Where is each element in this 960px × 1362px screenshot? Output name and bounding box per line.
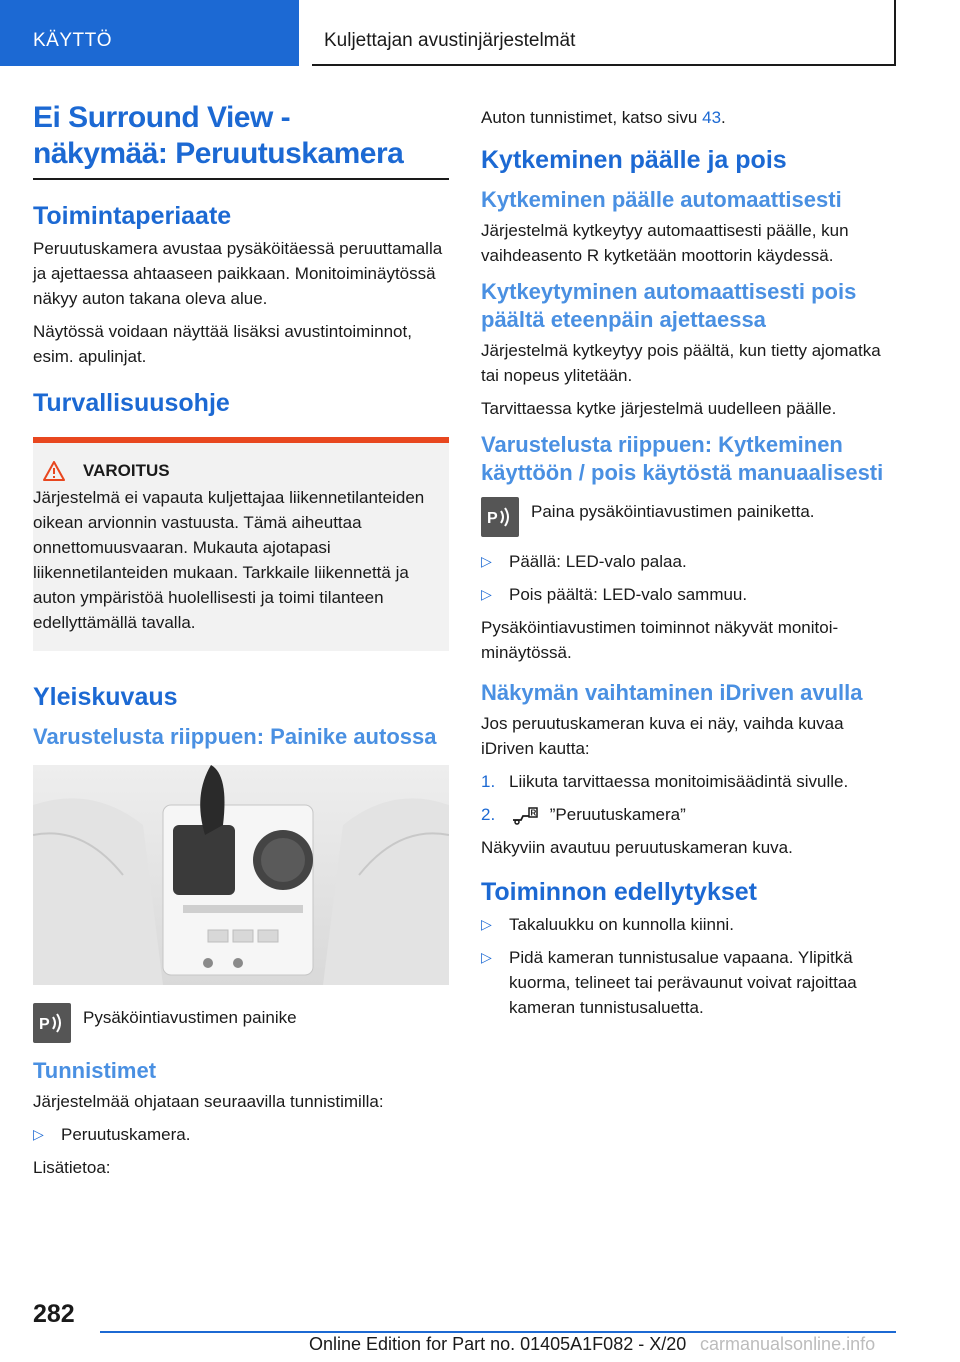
page-number: 282 — [33, 1300, 75, 1328]
sensors-heading: Tunnistimet — [33, 1058, 157, 1083]
warning-text: Järjestelmä ei vapauta kuljettajaa liikennetilanteiden oikean arvionnin vastuusta. Tämä aiheuttaa onnettomuusvaaran. Mukauta ajotapasi liikennetilanteiden mukaan. Tarkkaile liikennettä ja auton ympäristöä huolellisesti ja toimi tilanteen edellyttämällä tavalla. — [33, 488, 425, 632]
step-text: Liikuta tarvittaessa monitoimisäädintä sivulle. — [509, 772, 849, 791]
sensors-intro: Järjestelmää ohjataan seuraavilla tunnistimilla: — [33, 1092, 384, 1111]
equip-button-heading: Varustelusta riippuen: Painike autossa — [33, 724, 437, 749]
footer-edition: Online Edition for Part no. 01405A1F082 - X/20 — [309, 1334, 687, 1354]
manual-heading: Varustelusta riippuen: Kytkeminen käyttöön / pois käytöstä manuaalisesti — [481, 432, 884, 485]
auto-on-heading: Kytkeminen päälle automaattisesti — [481, 187, 842, 212]
list-item: ▷ Päällä: LED-valo palaa. — [481, 549, 901, 574]
idrive-after-text: Näkyviin avautuu peruutuskameran kuva. — [481, 838, 793, 857]
auto-off-text-2: Tarvittaessa kytke järjestelmä uudelleen päälle. — [481, 399, 837, 418]
sensors-reference-text: Auton tunnistimet, katso sivu — [481, 108, 703, 127]
header-chapter-label: Kuljettajan avustinjärjestelmät — [324, 30, 576, 51]
principle-heading: Toimintaperiaate — [33, 202, 232, 230]
manual-button-text: Paina pysäköintiavustimen painiketta. — [531, 502, 815, 521]
svg-text:P: P — [39, 1016, 50, 1033]
list-item: ▷ Takaluukku on kunnolla kiinni. — [481, 912, 901, 937]
rear-camera-icon — [511, 806, 539, 826]
principle-paragraph-2: Näytössä voidaan näyttää lisäksi avustintoiminnot, esim. apulinjat. — [33, 322, 412, 366]
overview-heading: Yleiskuvaus — [33, 683, 178, 711]
right-column — [481, 100, 901, 1028]
warning-label: VAROITUS — [83, 461, 170, 480]
parking-assistant-button-icon — [33, 1003, 71, 1043]
page-title — [33, 100, 449, 180]
parking-assistant-button-icon — [481, 497, 519, 537]
header-chapter — [312, 0, 896, 66]
auto-off-text-1: Järjestelmä kytkeytyy pois päältä, kun tietty ajomatka tai nopeus ylitetään. — [481, 341, 881, 385]
auto-off-heading: Kytkeytyminen automaattisesti pois päältä eteenpäin ajettaessa — [481, 279, 857, 332]
sensors-list — [33, 1122, 449, 1147]
svg-text:P: P — [487, 510, 498, 527]
list-item: ▷ Peruutuskamera. — [33, 1122, 449, 1147]
watermark: carmanualsonline.info — [700, 1334, 876, 1354]
step-text: ”Peruutuskamera” — [549, 805, 686, 824]
step-number: 2. — [481, 805, 496, 824]
sensors-reference — [481, 105, 901, 130]
button-caption: Pysäköintiavustimen painike — [83, 1008, 297, 1027]
idrive-intro: Jos peruutuskameran kuva ei näy, vaihda kuvaa iDriven kautta: — [481, 714, 844, 758]
list-item: ▷ Pois päältä: LED-valo sammuu. — [481, 582, 901, 607]
left-column — [33, 100, 449, 1188]
more-info-label: Lisätietoa: — [33, 1158, 111, 1177]
header-section-label: KÄYTTÖ — [33, 30, 113, 51]
button-caption-row — [33, 1003, 449, 1043]
warning-box — [33, 437, 449, 651]
page-title-line1: Ei Surround View - — [33, 101, 291, 134]
page-43-link[interactable]: 43 — [702, 108, 722, 127]
safety-heading: Turvallisuusohje — [33, 389, 230, 417]
auto-on-text: Järjestelmä kytkeytyy automaattisesti päälle, kun vaihdeasento R kytketään moottorin käydessä. — [481, 221, 849, 265]
warning-title — [43, 461, 435, 481]
manual-after-text: Pysäköintiavustimen toiminnot näkyvät monitoiminäytössä. — [481, 618, 839, 662]
list-item — [481, 769, 901, 794]
manual-list — [481, 549, 901, 607]
footer-divider — [100, 1331, 896, 1333]
center-console-photo — [33, 765, 449, 985]
principle-paragraph-1: Peruutuskamera avustaa pysäköitäessä peruuttamalla ja ajettaessa ahtaaseen paikkaan. Monitoiminäytössä näkyy auton takana oleva alue. — [33, 239, 443, 308]
prereq-list — [481, 912, 901, 1020]
svg-text:R: R — [530, 808, 537, 818]
list-item — [481, 802, 901, 827]
onoff-heading: Kytkeminen päälle ja pois — [481, 146, 787, 174]
idrive-steps — [481, 769, 901, 827]
manual-button-row — [481, 497, 901, 537]
prereq-heading: Toiminnon edellytykset — [481, 878, 757, 906]
page-title-line2: näkymää: Peruutuskamera — [33, 137, 404, 170]
warning-triangle-icon — [43, 461, 65, 481]
idrive-heading: Näkymän vaihtaminen iDriven avulla — [481, 680, 863, 705]
step-number: 1. — [481, 772, 496, 791]
header-section-tab — [0, 0, 299, 66]
sensors-reference-suffix: . — [721, 108, 726, 127]
list-item: ▷ Pidä kameran tunnistusalue vapaana. Ylipitkä kuorma, telineet tai perävaunut voivat rajoittaa kameran tunnistusaluetta. — [481, 945, 901, 1020]
